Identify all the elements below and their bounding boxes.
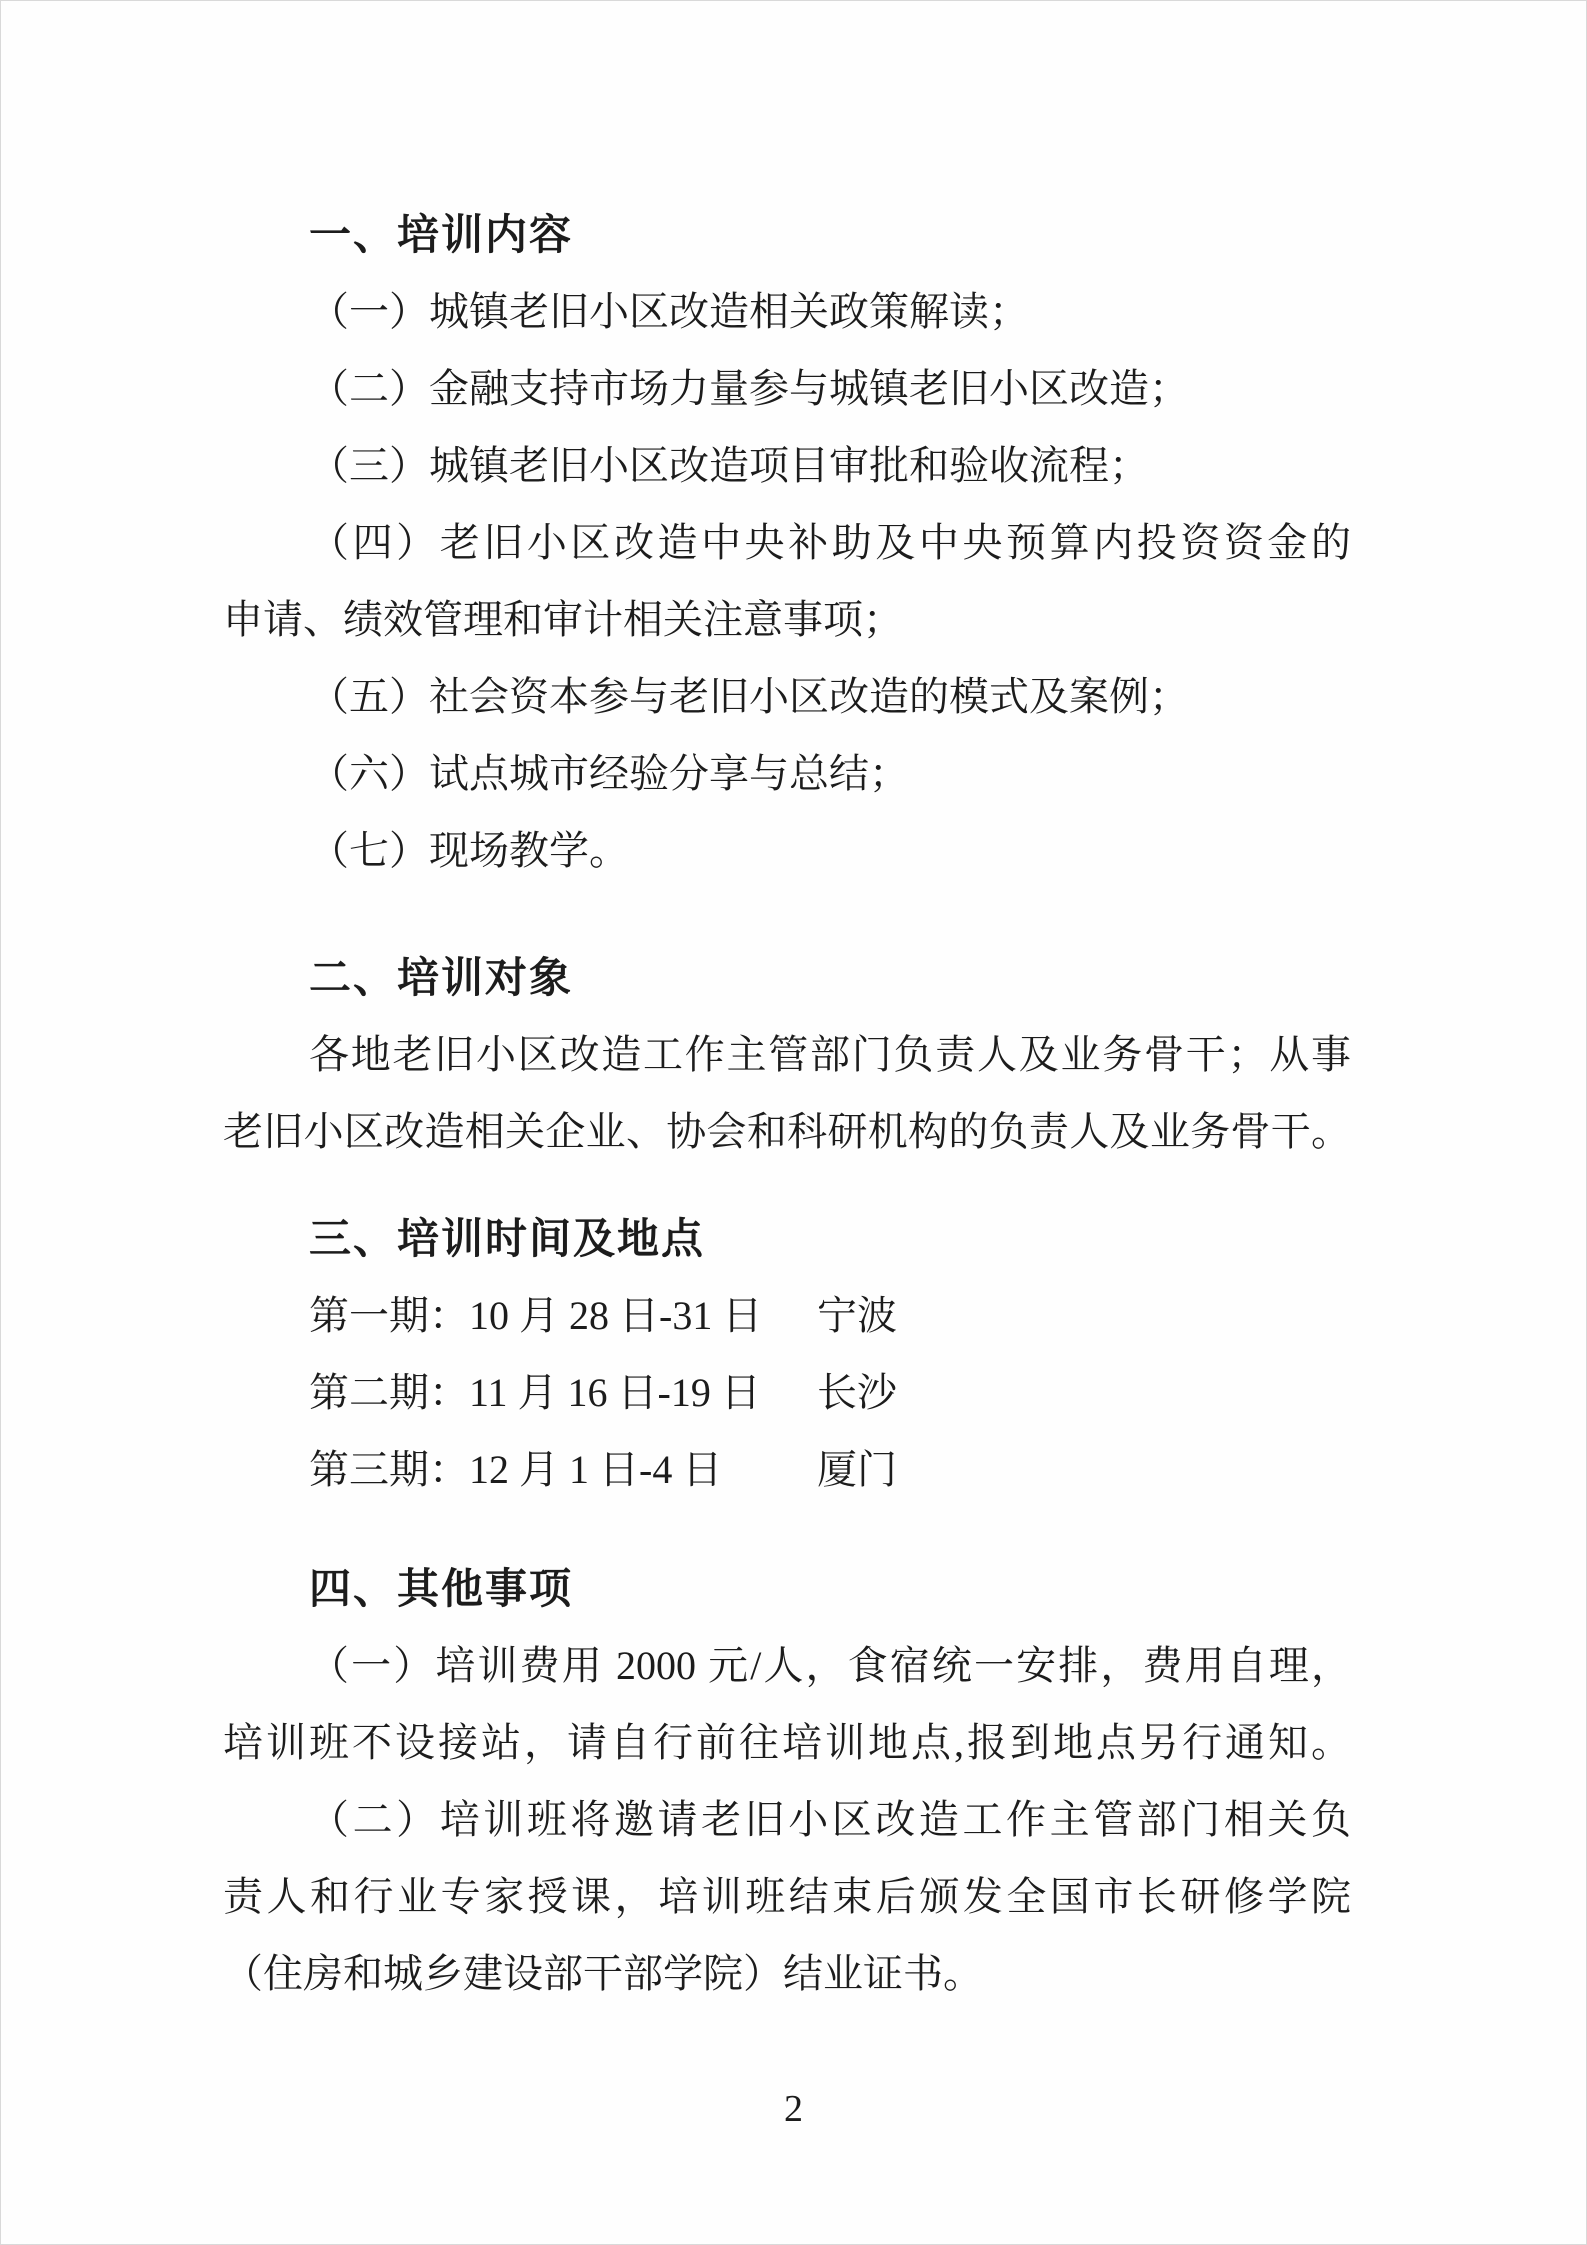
training-content-item-7: （七）现场教学。 xyxy=(309,828,629,873)
schedule-city-2: 长沙 xyxy=(817,1370,897,1415)
schedule-session-1: 第一期：10 月 28 日-31 日 xyxy=(309,1293,763,1338)
schedule-row-1 xyxy=(223,1277,1351,1354)
schedule-row-2 xyxy=(223,1354,1351,1431)
training-content-item-3: （三）城镇老旧小区改造项目审批和验收流程； xyxy=(309,443,1149,488)
training-content-item-1: （一）城镇老旧小区改造相关政策解读； xyxy=(309,289,1029,334)
training-audience-line-1: 各地老旧小区改造工作主管部门负责人及业务骨干；从事 xyxy=(309,1032,1351,1077)
training-content-item-4-line-2: 申请、绩效管理和审计相关注意事项； xyxy=(223,597,903,642)
section-heading-training-audience: 二、培训对象 xyxy=(309,954,574,1001)
schedule-session-3: 第三期：12 月 1 日-4 日 xyxy=(309,1447,723,1492)
training-content-item-6: （六）试点城市经验分享与总结； xyxy=(309,751,909,796)
other-matters-item-2-line-3: （住房和城乡建设部干部学院）结业证书。 xyxy=(223,1951,983,1996)
other-matters-item-2-line-1: （二）培训班将邀请老旧小区改造工作主管部门相关负 xyxy=(309,1797,1351,1842)
other-matters-item-1-line-1: （一）培训费用 2000 元/人，食宿统一安排，费用自理， xyxy=(309,1643,1351,1688)
section-heading-other-matters: 四、其他事项 xyxy=(309,1565,574,1612)
page-content xyxy=(223,196,1351,2012)
schedule-city-1: 宁波 xyxy=(817,1293,897,1338)
schedule-session-2: 第二期：11 月 16 日-19 日 xyxy=(309,1370,761,1415)
section-heading-training-time-place: 三、培训时间及地点 xyxy=(309,1215,706,1262)
training-content-item-4-line-1: （四）老旧小区改造中央补助及中央预算内投资资金的 xyxy=(309,520,1351,565)
other-matters-item-2-line-2: 责人和行业专家授课，培训班结束后颁发全国市长研修学院 xyxy=(223,1874,1351,1919)
training-content-item-5: （五）社会资本参与老旧小区改造的模式及案例； xyxy=(309,674,1189,719)
section-heading-training-content: 一、培训内容 xyxy=(309,211,574,258)
other-matters-item-1-line-2: 培训班不设接站，请自行前往培训地点,报到地点另行通知。 xyxy=(223,1720,1351,1765)
page-number: 2 xyxy=(784,2088,803,2130)
schedule-city-3: 厦门 xyxy=(817,1447,897,1492)
training-content-item-2: （二）金融支持市场力量参与城镇老旧小区改造； xyxy=(309,366,1189,411)
schedule-row-3 xyxy=(223,1431,1351,1508)
training-audience-line-2: 老旧小区改造相关企业、协会和科研机构的负责人及业务骨干。 xyxy=(223,1109,1351,1154)
